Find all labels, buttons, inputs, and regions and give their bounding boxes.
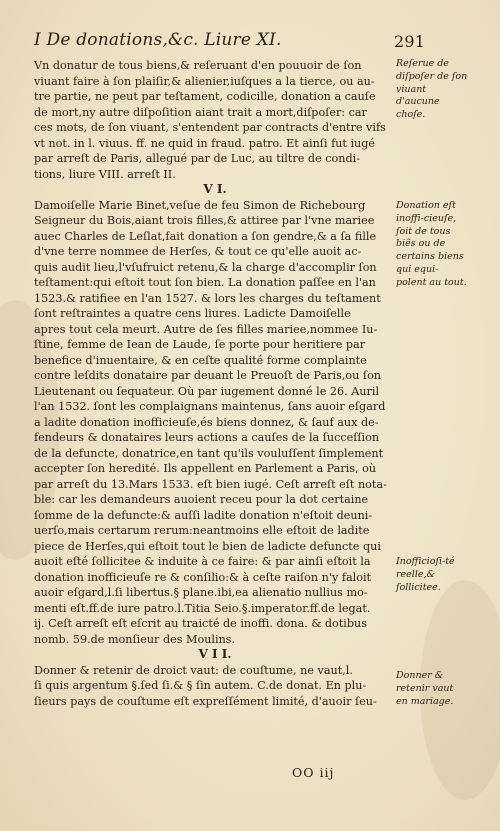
margin-note-reserve: Reſerue de diſpoſer de ſon viuant d'aucune choſe. <box>396 58 468 121</box>
text-line: ij. Ceſt arreſt eſt eſcrit au traicté de inoffi. dona. & dotibus <box>34 617 367 630</box>
body-text <box>34 58 396 709</box>
text-line: ces mots, de ſon viuant, s'entendent par contracts d'entre vifs <box>34 121 386 134</box>
text-line: ſtine, femme de Iean de Laude, ſe porte pour heritiere par <box>34 338 366 351</box>
text-line: nomb. 59.de monſieur des Moulins. <box>34 632 236 646</box>
text-line: auec Charles de Leſlat,fait donation a ſon gendre,& a ſa fille <box>34 229 377 243</box>
text-line: apres tout cela meurt. Autre de ſes filles mariee,nommee Iu- <box>34 322 378 336</box>
text-line: viuant faire à ſon plaiſir,& alienier,iuſques a la tierce, ou au- <box>34 74 375 88</box>
running-header <box>34 30 426 52</box>
text-line: benefice d'inuentaire, & en ceſte qualité forme complainte <box>34 353 367 367</box>
section-number: V I I. <box>198 647 232 661</box>
margin-note-donner: Donner & retenir vaut en mariage. <box>396 670 454 707</box>
text-line: piece de Herſes,qui eſtoit tout le bien de ladicte defuncte qui <box>34 539 381 553</box>
text-line: accepter ſon heredité. Ils appellent en Parlement a Paris, où <box>34 462 377 475</box>
text-line: quis audit lieu,l'vſufruict retenu,& la charge d'accomplir ſon <box>34 260 377 274</box>
text-line: Damoiſelle Marie Binet,veſue de feu Simon de Richebourg <box>34 198 366 212</box>
text-line: ſomme de la defuncte:& auſſi ladite donation n'eſtoit deuni- <box>34 508 373 522</box>
margin-note-inofficiosite: Inofficioſi-té reelle,& ſollicitee. <box>396 556 455 593</box>
text-line: 1523.& ratifiee en l'an 1527. & lors les charges du teſtament <box>34 291 381 305</box>
text-line: teſtament:qui eſtoit tout ſon bien. La donation paſſee en l'an <box>34 276 376 289</box>
text-line: de la defuncte, donatrice,en tant qu'ils vouluſſent ſimplement <box>34 446 384 460</box>
text-line: vt not. in l. viuus. ff. ne quid in fraud. patro. Et ainſi fut iugé <box>34 136 376 150</box>
text-line: auoit eſté ſollicitee & induite à ce faire: & par ainſi eſtoit la <box>34 555 371 568</box>
text-line: tre partie, ne peut par teſtament, codicille, donation a cauſe <box>34 90 376 103</box>
text-line: l'an 1532. ſont les complaignans maintenus, ſans auoir eſgard <box>34 400 386 413</box>
text-line: par arreſt de Paris, allegué par de Luc, au tiltre de condi- <box>34 152 360 165</box>
text-line: fendeurs & donataires leurs actions a cauſes de la ſucceſſion <box>34 431 380 444</box>
running-title: I De donations,&c. Liure XI. <box>34 30 282 50</box>
text-line: uerſo,mais certarum rerum:neantmoins elle eſtoit de ladite <box>34 524 370 537</box>
text-line: Lieutenant ou ſequateur. Où par iugement donné le 26. Auril <box>34 384 380 398</box>
text-line: menti eſt.ff.de iure patro.l.Titia Seio.§.imperator.ff.de legat. <box>34 601 371 615</box>
text-line: ble: car les demandeurs auoient receu pour la dot certaine <box>34 493 369 506</box>
text-line: ſieurs pays de couſtume eſt expreſſément limité, d'auoir ſeu- <box>34 694 377 708</box>
text-line: Donner & retenir de droict vaut: de couſtume, ne vaut,l. <box>34 663 353 677</box>
text-line: tions, liure VIII. arreſt II. <box>34 167 176 181</box>
text-line: donation inofficieuſe re & conſilio:& à ceſte raiſon n'y faloit <box>34 570 372 584</box>
margin-note-donation: Donation eſt inoffi-cieuſe, ſoit de tous biẽs ou de certains biens qui equi-polent au tout. <box>396 200 467 288</box>
text-line: contre leſdits donataire par deuant le Preuoſt de Paris,ou ſon <box>34 369 382 382</box>
text-line: de mort,ny autre diſpoſition aiant trait a mort,diſpoſer: car <box>34 105 367 119</box>
text-line: Seigneur du Bois,aiant trois filles,& attiree par l'vne mariee <box>34 214 375 227</box>
section-number: V I. <box>203 182 227 196</box>
text-line: ſont reſtraintes a quatre cens liures. Ladicte Damoiſelle <box>34 307 351 320</box>
signature-mark: OO iij <box>292 765 335 780</box>
text-line: auoir eſgard,l.ſi libertus.§ plane.ibi,ea alienatio nullius mo- <box>34 586 368 599</box>
page-number: 291 <box>394 32 426 51</box>
text-line: par arreſt du 13.Mars 1533. eſt bien iugé. Ceſt arreſt eſt nota- <box>34 477 387 491</box>
text-line: Vn donatur de tous biens,& reſeruant d'en pouuoir de ſon <box>34 59 362 72</box>
text-line: a ladite donation inofficieuſe,és biens donnez, & ſauf aux de- <box>34 415 379 429</box>
text-line: d'vne terre nommee de Herſes, & tout ce qu'elle auoit ac- <box>34 245 362 258</box>
text-line: ſi quis argentum §.ſed ſi.& § ſin autem. C.de donat. En plu- <box>34 679 367 692</box>
